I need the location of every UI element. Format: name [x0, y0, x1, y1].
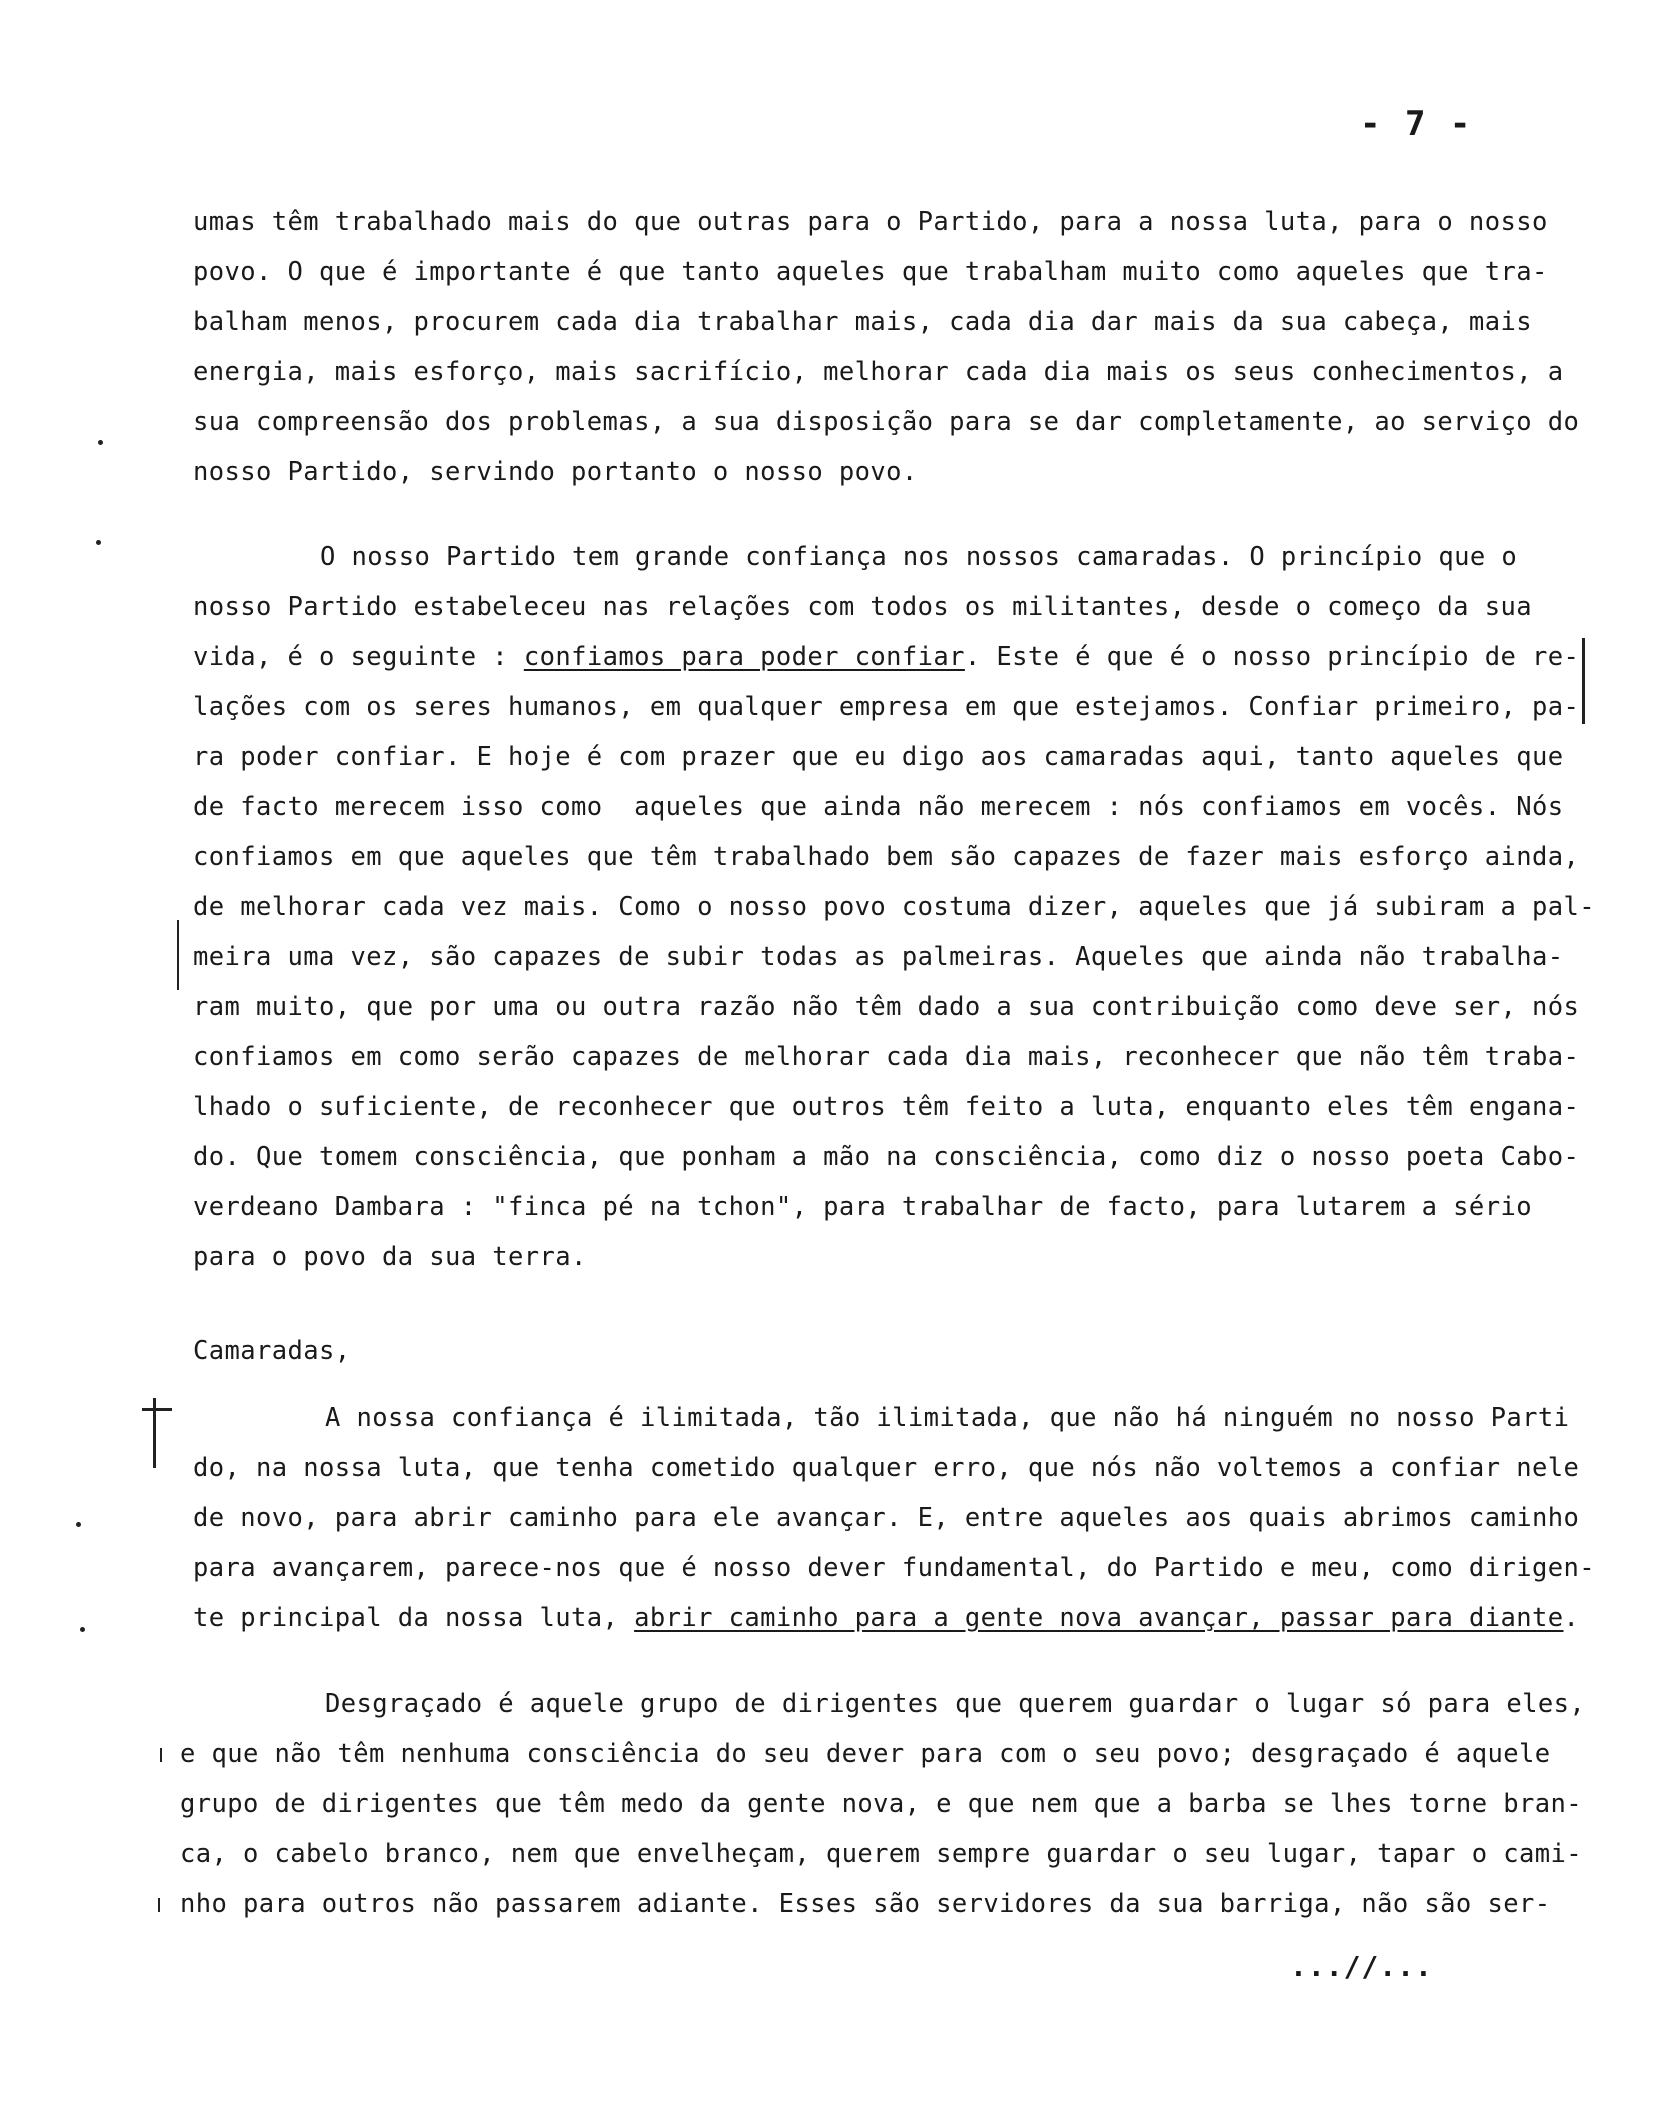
page-number: - 7 - [1360, 104, 1473, 144]
text-segment: te principal da nossa luta, [193, 1603, 635, 1633]
text-segment: . [1563, 1603, 1580, 1633]
margin-dot [80, 1627, 85, 1632]
margin-dot [98, 440, 103, 445]
text-line: confiamos em que aqueles que têm trabalhado bem são capazes de fazer mais esforço ainda, [193, 842, 1580, 872]
text-line: sua compreensão dos problemas, a sua disposição para se dar completamente, ao serviço do [193, 407, 1580, 437]
text-line: Desgraçado é aquele grupo de dirigentes que querem guardar o lugar só para eles, [325, 1689, 1586, 1719]
text-line: nosso Partido estabeleceu nas relações com todos os militantes, desde o começo da sua [193, 592, 1532, 622]
text-line: ra poder confiar. E hoje é com prazer que eu digo aos camaradas aqui, tanto aqueles que [193, 742, 1564, 772]
text-line: do. Que tomem consciência, que ponham a mão na consciência, como diz o nosso poeta Cabo- [193, 1142, 1580, 1172]
margin-handwritten-mark [142, 1408, 172, 1411]
text-line: O nosso Partido tem grande confiança nos nossos camaradas. O princípio que o [320, 542, 1518, 572]
text-line: nosso Partido, servindo portanto o nosso povo. [193, 457, 918, 487]
text-line: energia, mais esforço, mais sacrifício, melhorar cada dia mais os seus conhecimentos, a [193, 357, 1564, 387]
text-line [193, 1602, 1579, 1634]
margin-tick-mark [160, 1748, 162, 1762]
text-line: lhado o suficiente, de reconhecer que outros têm feito a luta, enquanto eles têm engana- [193, 1092, 1580, 1122]
margin-dot [76, 1522, 81, 1527]
margin-tick-mark [158, 1898, 160, 1912]
text-line: verdeano Dambara : "finca pé na tchon", para trabalhar de facto, para lutarem a sério [193, 1192, 1532, 1222]
margin-dot [96, 540, 101, 545]
margin-line-mark [177, 920, 179, 990]
text-line: para o povo da sua terra. [193, 1242, 587, 1272]
text-line: de novo, para abrir caminho para ele avançar. E, entre aqueles aos quais abrimos caminho [193, 1503, 1580, 1533]
text-segment: vida, é o seguinte : [193, 642, 524, 672]
text-line: ca, o cabelo branco, nem que envelheçam, querem sempre guardar o seu lugar, tapar o cami- [180, 1839, 1582, 1869]
text-line: para avançarem, parece-nos que é nosso dever fundamental, do Partido e meu, como dirigen- [193, 1553, 1595, 1583]
text-segment: . Este é que é o nosso princípio de re- [964, 642, 1580, 672]
text-line: ram muito, que por uma ou outra razão não têm dado a sua contribuição como deve ser, nós [193, 992, 1580, 1022]
text-line: do, na nossa luta, que tenha cometido qualquer erro, que nós não voltemos a confiar nele [193, 1453, 1580, 1483]
text-line: e que não têm nenhuma consciência do seu dever para com o seu povo; desgraçado é aquele [180, 1739, 1551, 1769]
text-line: nho para outros não passarem adiante. Esses são servidores da sua barriga, não são ser- [180, 1889, 1551, 1919]
underlined-phrase: abrir caminho para a gente nova avançar, passar para diante [634, 1603, 1564, 1633]
underlined-phrase: confiamos para poder confiar [523, 642, 965, 672]
text-line: de facto merecem isso como aqueles que ainda não merecem : nós confiamos em vocês. Nós [193, 792, 1564, 822]
text-line: A nossa confiança é ilimitada, tão ilimitada, que não há ninguém no nosso Parti [325, 1403, 1570, 1433]
margin-line-mark [1582, 638, 1585, 724]
text-line [193, 641, 1579, 673]
text-line: grupo de dirigentes que têm medo da gente nova, e que nem que a barba se lhes torne bran- [180, 1789, 1582, 1819]
text-line: meira uma vez, são capazes de subir todas as palmeiras. Aqueles que ainda não trabalha- [193, 942, 1564, 972]
text-line: confiamos em como serão capazes de melhorar cada dia mais, reconhecer que não têm traba- [193, 1042, 1580, 1072]
text-line: umas têm trabalhado mais do que outras para o Partido, para a nossa luta, para o nosso [193, 207, 1548, 237]
text-line: lações com os seres humanos, em qualquer empresa em que estejamos. Confiar primeiro, pa- [193, 692, 1580, 722]
continuation-mark: ...//... [1290, 1950, 1433, 1983]
salutation: Camaradas, [193, 1336, 351, 1366]
text-line: balham menos, procurem cada dia trabalhar mais, cada dia dar mais da sua cabeça, mais [193, 307, 1532, 337]
text-line: povo. O que é importante é que tanto aqueles que trabalham muito como aqueles que tra- [193, 257, 1548, 287]
text-line: de melhorar cada vez mais. Como o nosso povo costuma dizer, aqueles que já subiram a pal- [193, 892, 1595, 922]
